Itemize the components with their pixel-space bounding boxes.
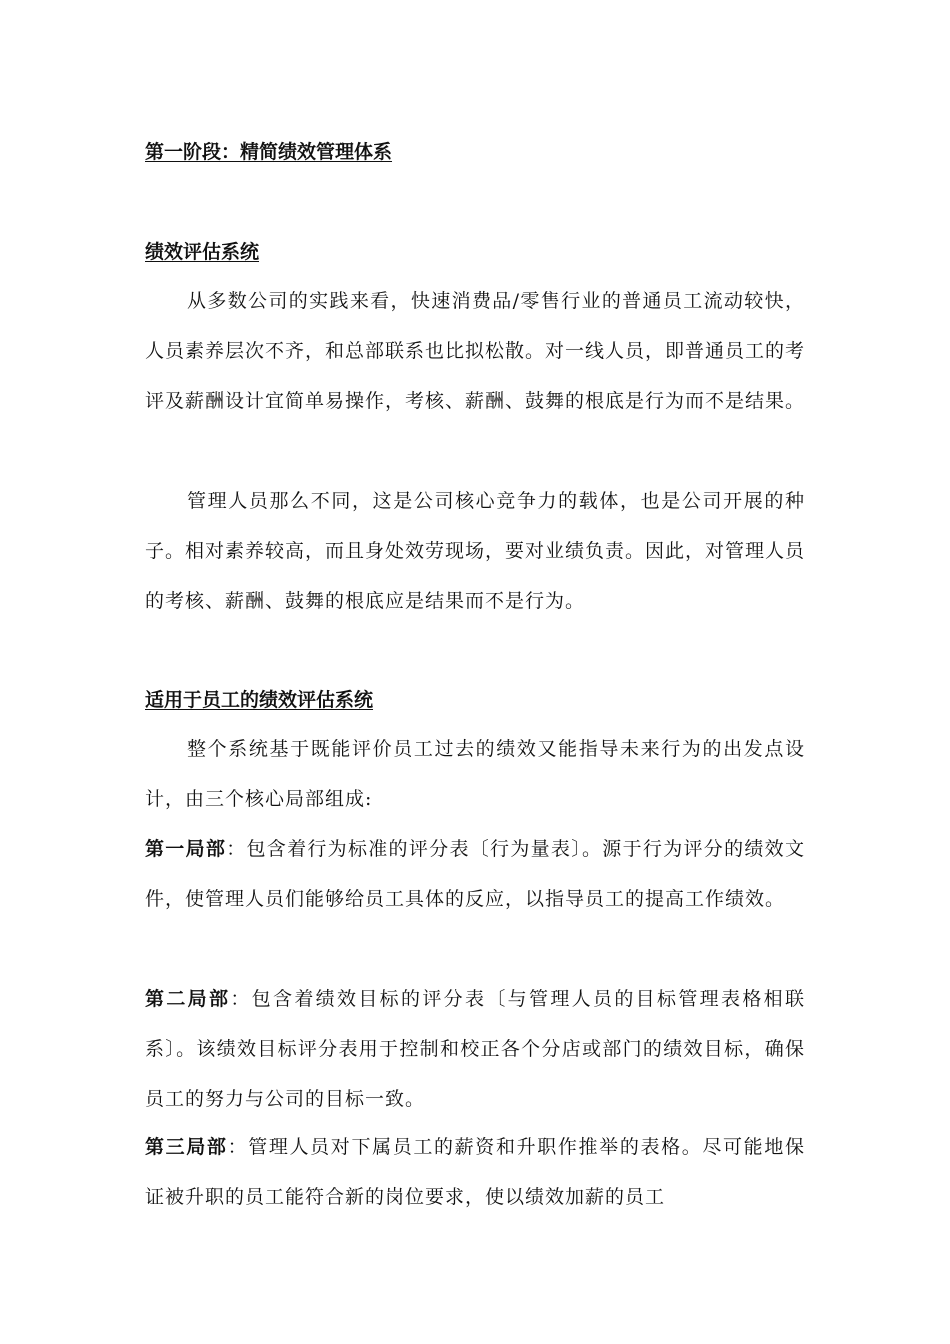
part-two-text: ：包含着绩效目标的评分表〔与管理人员的目标管理表格相联系〕。该绩效目标评分表用于控制和校正各个分店或部门的绩效目标，确保员工的努力与公司的目标一致。 xyxy=(145,988,805,1110)
paragraph-management-staff: 管理人员那么不同，这是公司核心竞争力的载体，也是公司开展的种子。相对素养较高，而且身处效劳现场，要对业绩负责。因此，对管理人员的考核、薪酬、鼓舞的根底应是结果而不是行为。 xyxy=(145,490,806,612)
stage-heading: 第一阶段：精简绩效管理体系 xyxy=(145,141,393,163)
part-two-lead: 第二局部 xyxy=(145,988,231,1010)
paragraph-frontline-staff: 从多数公司的实践来看，快速消费品/零售行业的普通员工流动较快，人员素养层次不齐，和总部联系也比拟松散。对一线人员，即普通员工的考评及薪酬设计宜简单易操作，考核、薪酬、鼓舞的根底是行为而不是结果。 xyxy=(145,290,806,412)
part-three-lead: 第三局部 xyxy=(145,1136,228,1158)
paragraph-system-overview: 整个系统基于既能评价员工过去的绩效又能指导未来行为的出发点设计，由三个核心局部组成: xyxy=(145,738,805,810)
evaluation-system-heading: 绩效评估系统 xyxy=(145,241,260,263)
paragraph-part-one xyxy=(145,824,805,924)
part-one-text: ：包含着行为标准的评分表〔行为量表〕。源于行为评分的绩效文件，使管理人员们能够给员工具体的反应，以指导员工的提高工作绩效。 xyxy=(145,838,805,910)
employee-system-heading: 适用于员工的绩效评估系统 xyxy=(145,689,374,711)
paragraph-part-three xyxy=(145,1122,805,1222)
paragraph-part-two xyxy=(145,974,805,1124)
part-one-lead: 第一局部 xyxy=(145,838,227,860)
part-three-text: ：管理人员对下属员工的薪资和升职作推举的表格。尽可能地保证被升职的员工能符合新的岗位要求，使以绩效加薪的员工 xyxy=(145,1136,805,1208)
